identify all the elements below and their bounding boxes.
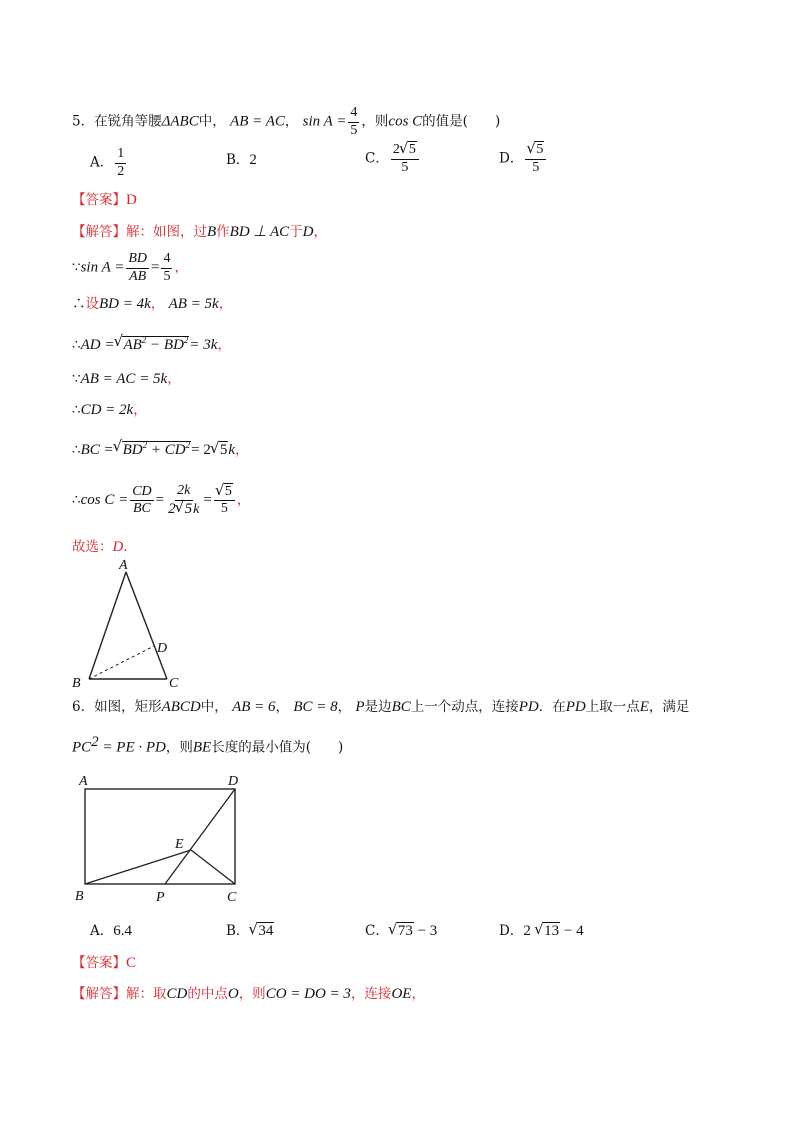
q6-stem-line-1: 6．如图，矩形ABCD中， AB = 6， BC = 8， P是边BC上一个动点，连接PD．在PD上取一点E，满足 xyxy=(72,699,690,715)
q6-rectangle-figure xyxy=(70,770,250,905)
q5-option-d: D． √ $\frac{5}{5}$ xyxy=(499,143,548,175)
q5-label-d: D xyxy=(157,641,168,656)
q6-rect-abcd xyxy=(85,789,235,884)
q5-step-1: ∵sin A = $\frac{BD}{AB}$ = $\frac{4}{5}$ ， xyxy=(72,251,188,284)
q6-label-c: C xyxy=(227,890,237,905)
q5-option-c: C． $\frac{2√ 5}{5}$ xyxy=(365,143,421,175)
q5-step-6: ∴BC =√ $BD^2 + CD^2= 2√$ 5k， xyxy=(72,441,249,458)
q5-step-3: ∴AD =√ $AB^2 - BD^2= 3k$， xyxy=(72,336,231,353)
q5-side-ab xyxy=(89,572,126,679)
q6-label-p: P xyxy=(156,890,165,905)
q5-solution-intro: 【解答】解：如图，过B作BD ⊥ AC于D， xyxy=(72,224,327,240)
q6-option-b: B．√ 34 xyxy=(226,924,274,939)
q5-step-7: ∴cos C = $\frac{CD}{BC}$ = $\frac{2k}{2√ 5k}$ = √ $\frac{5}{5}$ ， xyxy=(72,484,250,517)
q5-step-5: ∴CD = 2k， xyxy=(72,402,147,418)
q5-answer: 【答案】D xyxy=(72,192,137,208)
q6-label-e: E xyxy=(175,837,184,852)
q5-stem: 5．在锐角等腰ΔABC中， AB = AC， sin A = $\frac{4}{5}$ ，则cos C的值是( ) xyxy=(72,105,501,138)
q6-option-c: C．√ 73 − 3 xyxy=(365,924,437,939)
q5-option-a: A． $\frac{1}{2}$ xyxy=(90,146,125,179)
q5-side-ac xyxy=(126,572,167,679)
q6-option-d: D．2 √ 13 − 4 xyxy=(499,924,584,939)
q6-label-b: B xyxy=(75,889,84,904)
q5-label-a: A xyxy=(119,558,128,573)
q5-option-b: B．2 xyxy=(226,152,257,168)
q6-solution-intro: 【解答】解：取CD的中点O，则CO = DO = 3，连接OE， xyxy=(72,986,425,1002)
q6-segment-be xyxy=(85,850,191,884)
q5-number: 5． xyxy=(72,113,95,130)
q5-step-2: ∴设BD = 4k， AB = 5k， xyxy=(72,296,233,312)
q6-segment-ec xyxy=(191,850,235,884)
q5-conclusion: 故选：D． xyxy=(72,539,137,555)
q6-label-d: D xyxy=(228,774,239,789)
q6-answer: 【答案】C xyxy=(72,955,137,971)
q5-triangle-figure xyxy=(68,555,198,690)
q5-label-b: B xyxy=(72,676,81,690)
q6-stem-line-2: $PC^2$ = PE · PD，则BE长度的最小值为( ) xyxy=(72,734,344,756)
q6-label-a: A xyxy=(79,774,88,789)
q5-step-4: ∵AB = AC = 5k， xyxy=(72,371,181,387)
q6-number: 6． xyxy=(72,699,95,715)
q6-option-a: A．6.4 xyxy=(90,923,132,939)
q5-label-c: C xyxy=(169,676,179,690)
